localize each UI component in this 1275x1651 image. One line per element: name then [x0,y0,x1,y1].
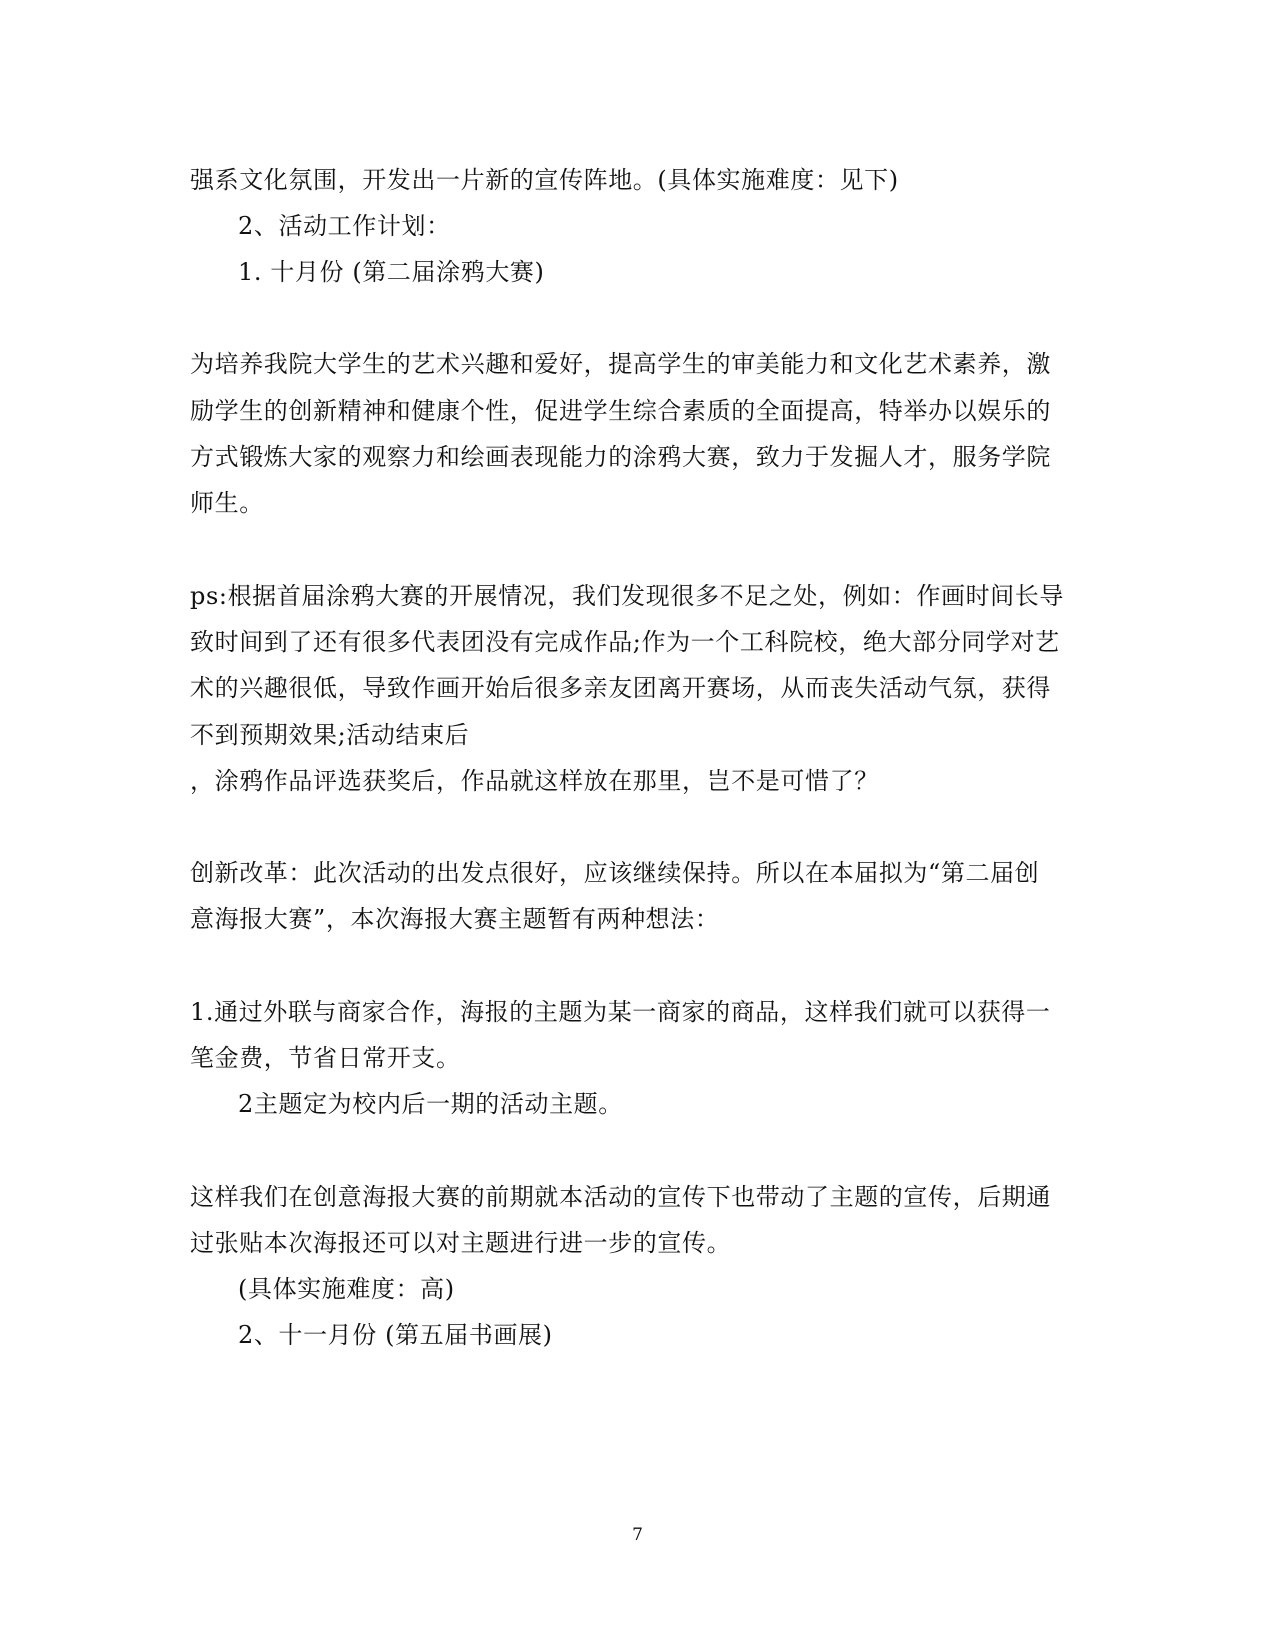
text-line: ，涂鸦作品评选获奖后，作品就这样放在那里，岂不是可惜了？ [190,767,879,795]
text-line: 这样我们在创意海报大赛的前期就本活动的宣传下也带动了主题的宣传，后期通 [190,1183,1051,1211]
text-line: ps:根据首届涂鸦大赛的开展情况，我们发现很多不足之处，例如：作画时间长导 [190,582,1064,610]
text-line: 术的兴趣很低，导致作画开始后很多亲友团离开赛场，从而丧失活动气氛，获得 [190,674,1051,702]
text-line: 励学生的创新精神和健康个性，促进学生综合素质的全面提高，特举办以娱乐的 [190,397,1051,425]
text-line: 2主题定为校内后一期的活动主题。 [238,1090,623,1118]
text-line: 方式锻炼大家的观察力和绘画表现能力的涂鸦大赛，致力于发掘人才，服务学院 [190,443,1051,471]
text-line: 致时间到了还有很多代表团没有完成作品;作为一个工科院校，绝大部分同学对艺 [190,628,1060,656]
page-number: 7 [632,1525,643,1545]
text-line: 笔金费，节省日常开支。 [190,1044,461,1072]
text-line: 强系文化氛围，开发出一片新的宣传阵地。(具体实施难度：见下) [190,166,899,194]
subsection-heading: 1. 十月份 (第二届涂鸦大赛) [238,258,545,286]
subsection-heading: 2、十一月份 (第五届书画展) [238,1321,553,1349]
text-line: 师生。 [190,489,264,517]
text-line: 创新改革：此次活动的出发点很好，应该继续保持。所以在本届拟为“第二届创 [190,859,1040,887]
section-heading: 2、活动工作计划： [238,212,451,240]
text-line: 过张贴本次海报还可以对主题进行进一步的宣传。 [190,1229,732,1257]
text-line: 意海报大赛”，本次海报大赛主题暂有两种想法： [190,905,720,933]
text-line: 1.通过外联与商家合作，海报的主题为某一商家的商品，这样我们就可以获得一 [190,998,1051,1026]
text-line: 不到预期效果;活动结束后 [190,721,470,749]
text-line: (具体实施难度：高) [238,1275,455,1303]
text-line: 为培养我院大学生的艺术兴趣和爱好，提高学生的审美能力和文化艺术素养，激 [190,350,1051,378]
